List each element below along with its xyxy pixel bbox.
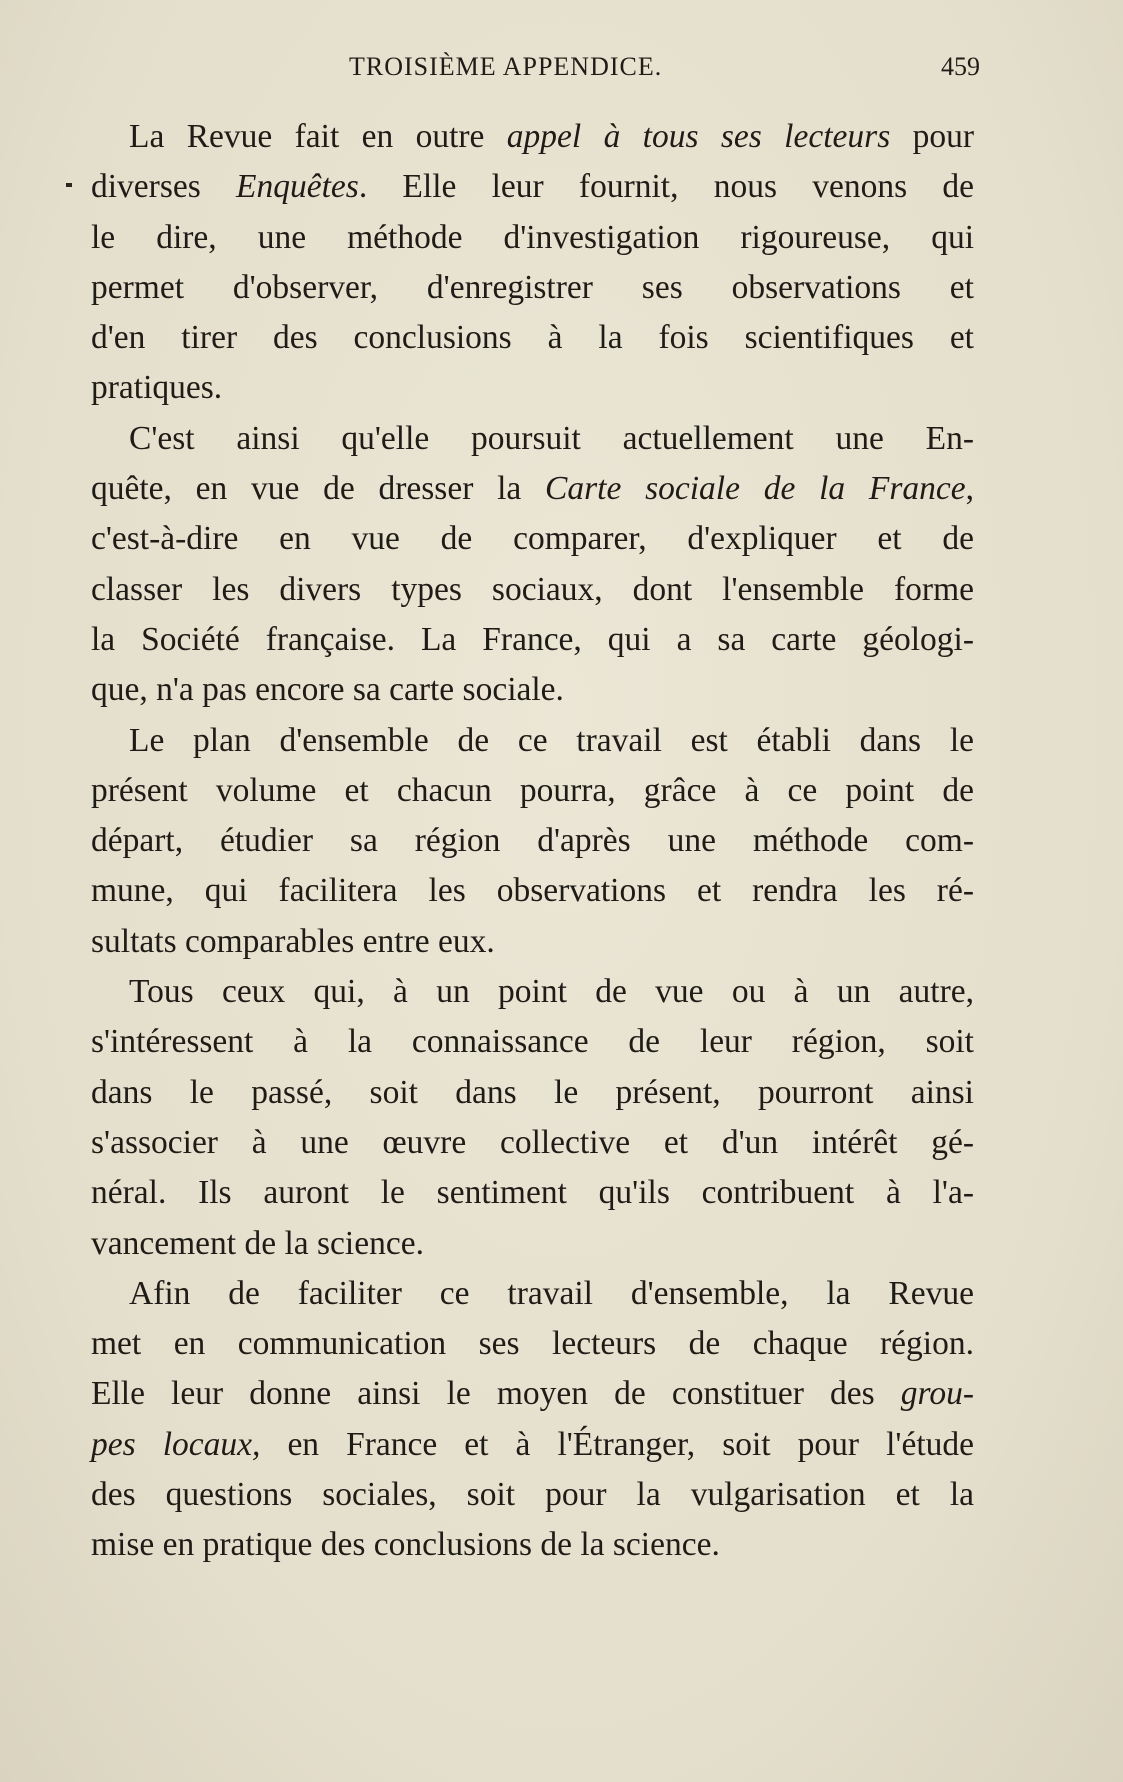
text-segment: sultats comparables entre eux.	[91, 922, 495, 960]
text-line	[91, 716, 974, 766]
text-line	[91, 112, 974, 162]
text-line	[91, 1319, 974, 1369]
page-number: 459	[941, 52, 980, 81]
text-segment: que, n'a pas encore sa carte sociale.	[91, 671, 564, 709]
text-segment: des questions sociales, soit pour la vulgarisation et la	[91, 1476, 974, 1514]
text-segment: c'est-à-dire en vue de comparer, d'expliquer et de	[91, 520, 974, 558]
text-line	[91, 1420, 974, 1470]
text-line	[91, 615, 974, 665]
text-segment: en France et à l'Étranger, soit pour l'étude	[260, 1425, 975, 1463]
text-line	[91, 665, 974, 715]
text-segment: d'en tirer des conclusions à la fois scientifiques et	[91, 319, 974, 357]
body-text	[91, 112, 974, 1571]
italic-text: grou-	[900, 1375, 974, 1413]
text-segment: dans le passé, soit dans le présent, pourront ainsi	[91, 1073, 974, 1111]
text-line	[91, 816, 974, 866]
text-line	[91, 213, 974, 263]
text-segment: C'est ainsi qu'elle poursuit actuellement une En-	[129, 419, 974, 457]
text-segment: s'intéressent à la connaissance de leur région, soit	[91, 1023, 974, 1061]
margin-mark	[66, 183, 72, 187]
text-segment: pratiques.	[91, 369, 223, 407]
text-line	[91, 1068, 974, 1118]
text-segment: mune, qui facilitera les observations et rendra les ré-	[91, 872, 974, 910]
text-line	[91, 565, 974, 615]
text-segment: Le plan d'ensemble de ce travail est établi dans le	[129, 721, 974, 759]
text-line	[91, 514, 974, 564]
text-segment: présent volume et chacun pourra, grâce à ce point de	[91, 771, 974, 809]
text-segment: départ, étudier sa région d'après une méthode com-	[91, 822, 974, 860]
text-line	[91, 1017, 974, 1067]
text-line	[91, 1369, 974, 1419]
page-header	[90, 52, 980, 92]
text-line	[91, 414, 974, 464]
text-segment: Elle leur donne ainsi le moyen de constituer des	[91, 1375, 901, 1413]
text-segment: la Société française. La France, qui a sa carte géologi-	[91, 620, 974, 658]
text-segment: mise en pratique des conclusions de la science.	[91, 1526, 720, 1564]
text-line	[91, 967, 974, 1017]
text-segment: diverses	[91, 168, 237, 206]
italic-text: appel à tous ses lecteurs	[506, 118, 891, 155]
text-line	[91, 1470, 974, 1520]
text-segment: classer les divers types sociaux, dont l'ensemble forme	[91, 570, 974, 608]
text-line	[91, 363, 974, 413]
text-segment: Tous ceux qui, à un point de vue ou à un autre,	[129, 973, 974, 1011]
text-segment: quête, en vue de dresser la	[91, 470, 546, 508]
text-segment: pour	[890, 118, 974, 155]
text-line	[91, 866, 974, 916]
text-segment: Afin de faciliter ce travail d'ensemble, la Revue	[129, 1274, 974, 1312]
text-line	[91, 263, 974, 313]
text-line	[91, 313, 974, 363]
text-segment: La Revue fait en outre	[129, 118, 507, 155]
text-segment: met en communication ses lecteurs de chaque région.	[91, 1325, 974, 1363]
text-segment: ,	[965, 470, 974, 508]
text-line	[91, 1520, 974, 1570]
text-segment: néral. Ils auront le sentiment qu'ils contribuent à l'a-	[91, 1174, 974, 1212]
text-line	[91, 162, 974, 212]
text-segment: vancement de la science.	[91, 1224, 424, 1262]
italic-text: pes locaux,	[91, 1425, 261, 1463]
text-segment: permet d'observer, d'enregistrer ses observations et	[91, 268, 974, 306]
running-head: TROISIÈME APPENDICE.	[349, 52, 663, 81]
text-line	[91, 464, 974, 514]
text-line	[91, 1168, 974, 1218]
text-segment: . Elle leur fournit, nous venons de	[358, 168, 974, 206]
text-line	[91, 1118, 974, 1168]
text-line	[91, 1219, 974, 1269]
text-line	[91, 766, 974, 816]
text-line	[91, 917, 974, 967]
italic-text: Enquêtes	[236, 168, 359, 206]
text-line	[91, 1269, 974, 1319]
text-segment: s'associer à une œuvre collective et d'un intérêt gé-	[91, 1123, 974, 1161]
italic-text: Carte sociale de la France	[545, 470, 966, 508]
text-segment: le dire, une méthode d'investigation rigoureuse, qui	[91, 218, 974, 256]
